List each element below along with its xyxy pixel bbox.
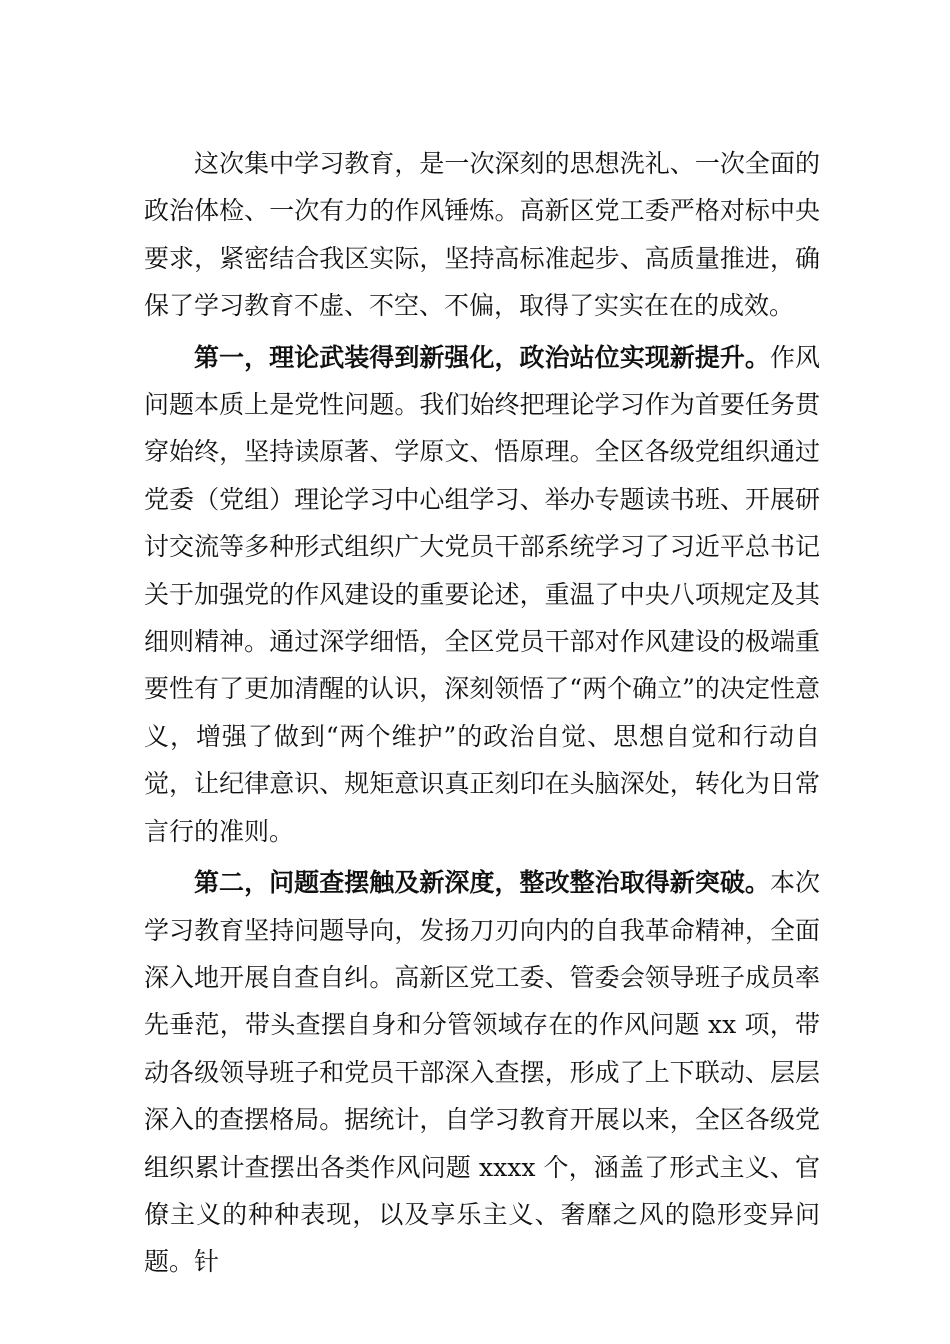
paragraph-intro [144,140,820,330]
paragraph-lead-heading: 第二，问题查摆触及新深度，整改整治取得新突破。 [194,868,770,898]
paragraph-second-point [144,859,820,1286]
document-body [144,140,820,1290]
paragraph-text: 本次学习教育坚持问题导向，发扬刀刃向内的自我革命精神，全面深入地开展自查自纠。高新区党工委、管委会领导班子成员率先垂范，带头查摆自身和分管领域存在的作风问题 xx 项，带动各级领导班子和党员干部深入查摆，形成了上下联动、层层深入的查摆格局。据统计，自学习教育开展以来，全区各级党组织累计查摆出各类作风问题 xxxx 个，涵盖了形式主义、官僚主义的种种表现，以及享乐主义、奢靡之风的隐形变异问题。针 [144,868,820,1277]
paragraph-first-point [144,334,820,855]
paragraph-text: 这次集中学习教育，是一次深刻的思想洗礼、一次全面的政治体检、一次有力的作风锤炼。高新区党工委严格对标中央要求，紧密结合我区实际，坚持高标准起步、高质量推进，确保了学习教育不虚、不空、不偏，取得了实实在在的成效。 [144,149,820,321]
paragraph-text: 作风问题本质上是党性问题。我们始终把理论学习作为首要任务贯穿始终，坚持读原著、学原文、悟原理。全区各级党组织通过党委（党组）理论学习中心组学习、举办专题读书班、开展研讨交流等多种形式组织广大党员干部系统学习了习近平总书记关于加强党的作风建设的重要论述，重温了中央八项规定及其细则精神。通过深学细悟，全区党员干部对作风建设的极端重要性有了更加清醒的认识，深刻领悟了“两个确立”的决定性意义，增强了做到“两个维护”的政治自觉、思想自觉和行动自觉，让纪律意识、规矩意识真正刻印在头脑深处，转化为日常言行的准则。 [144,342,820,846]
paragraph-lead-heading: 第一，理论武装得到新强化，政治站位实现新提升。 [194,342,770,372]
